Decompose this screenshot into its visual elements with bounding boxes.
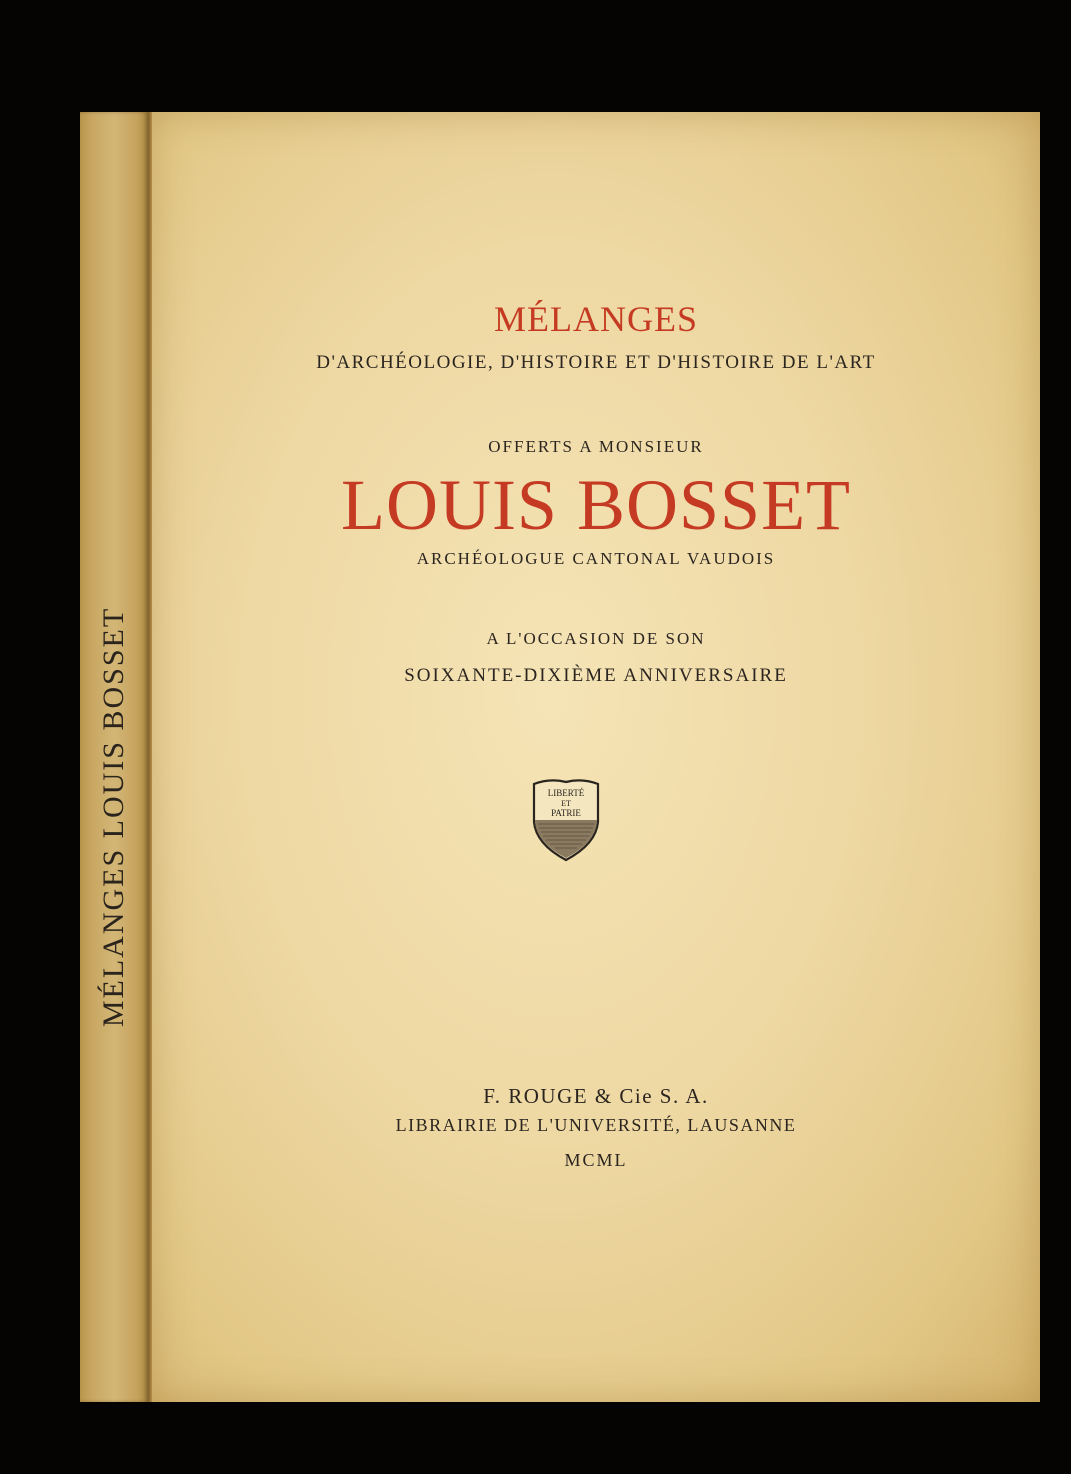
- cover-title: MÉLANGES: [494, 299, 698, 339]
- emblem-motto-line1: LIBERTÉ: [547, 788, 585, 798]
- cover-occasion-line1: A L'OCCASION DE SON: [486, 629, 706, 648]
- cover-year: MCML: [564, 1150, 628, 1170]
- emblem-motto-line2: ET: [561, 799, 571, 808]
- cover-honoree-role: ARCHÉOLOGUE CANTONAL VAUDOIS: [416, 549, 776, 568]
- emblem-motto-line3: PATRIE: [551, 808, 581, 818]
- vaud-shield-emblem: [530, 776, 602, 862]
- cover-publisher-address: LIBRAIRIE DE L'UNIVERSITÉ, LAUSANNE: [395, 1115, 797, 1135]
- cover-publisher: F. ROUGE & Cie S. A.: [483, 1084, 709, 1108]
- cover-honoree-name: LOUIS BOSSET: [340, 465, 852, 545]
- cover-subtitle: D'ARCHÉOLOGIE, D'HISTOIRE ET D'HISTOIRE DE L'ART: [316, 352, 876, 373]
- book: [80, 112, 1040, 1402]
- cover-occasion-line2: SOIXANTE-DIXIÈME ANNIVERSAIRE: [404, 665, 788, 686]
- book-spine: [80, 112, 148, 1402]
- front-cover: [152, 112, 1040, 1402]
- cover-dedication: OFFERTS A MONSIEUR: [488, 437, 704, 456]
- spine-title: MÉLANGES LOUIS BOSSET: [97, 606, 130, 1028]
